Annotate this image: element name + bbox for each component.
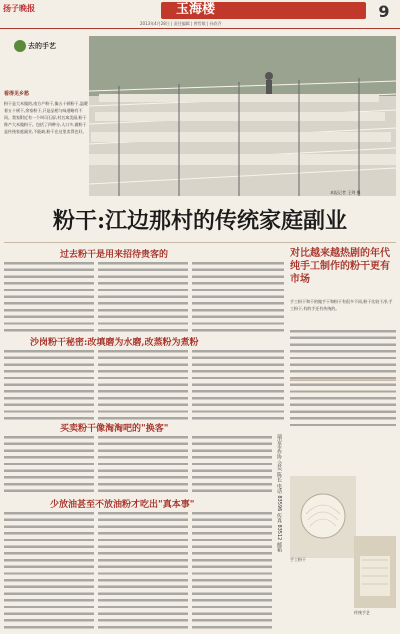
sidebar-heading: 对比越来越热剧的年代 纯手工制作的粉干更有市场 [290,248,390,285]
article-column [98,436,188,496]
noodle-photo-2 [354,536,396,608]
date-line: 2013年4月28日 | 责任编辑 | 曾哲敏 | 孙欣乔 [140,21,222,26]
article-column [192,512,272,630]
photo-illustration [89,36,396,196]
article-column [192,350,284,420]
photo-illustration [354,536,396,608]
section-title: 玉海楼 [176,2,216,17]
sidebar-divider [290,380,396,381]
article-column [98,262,188,332]
headline-divider [4,242,396,243]
main-headline: 粉干:江边那村的传统家庭副业 [52,208,348,234]
sidebar-text: 手工粉干和干的做手干和粉干有很多不同,粉干比较干净,手工粉干,有的手还有传统的。 [290,299,393,311]
article-column [192,262,284,332]
photo-credit: 本报记者 王剑 摄 [330,190,361,195]
section-heading-2: 沙岗粉干秘密:改填磨为水磨,改蒸粉为煮粉 [30,338,199,348]
intro-heading: 看得见乡愁 [4,91,30,97]
page-number: 9 [378,2,390,21]
article-column [4,262,94,332]
article-column [98,512,188,630]
article-column [4,512,94,630]
column-tag: 去的手艺 [28,42,56,50]
header-divider [0,28,400,29]
photo-caption-2: 传统手艺 [354,610,370,615]
intro-text: 粉干是大米做的,南方产粉干,像五十顿粉干,温暖着五十顿干,余家粉干,只是品相与味道略有不同。我家附近有一个叫司石屏,村名寓美丽,粉干称产大米做粉干。包括了四种分,人口多,做粉干是传统家庭副业,不能缺,粉干在这里卖得也好。 [4,101,88,134]
photo-caption-1: 手工粉干 [290,557,306,562]
article-column [4,350,94,420]
rice-noodle-drying-photo [89,36,396,196]
leaf-icon [14,40,26,52]
photo-illustration [290,476,356,558]
section-heading-1: 过去粉干是用来招待贵客的 [60,250,169,260]
byline-box [276,434,288,552]
newspaper-brand: 扬子晚报 [3,4,35,13]
section-heading-3: 买卖粉干像淘淘吧的"换客" [60,424,169,434]
noodle-photo-1 [290,476,356,558]
article-column [98,350,188,420]
article-column [4,436,94,496]
byline: 瑞安市作协 会员 陈长 电话 83596 传真 83512 邮箱 [276,434,282,552]
section-heading-4: 少放油甚至不放油粉才吃出"真本事" [50,500,195,510]
article-column [192,436,272,496]
